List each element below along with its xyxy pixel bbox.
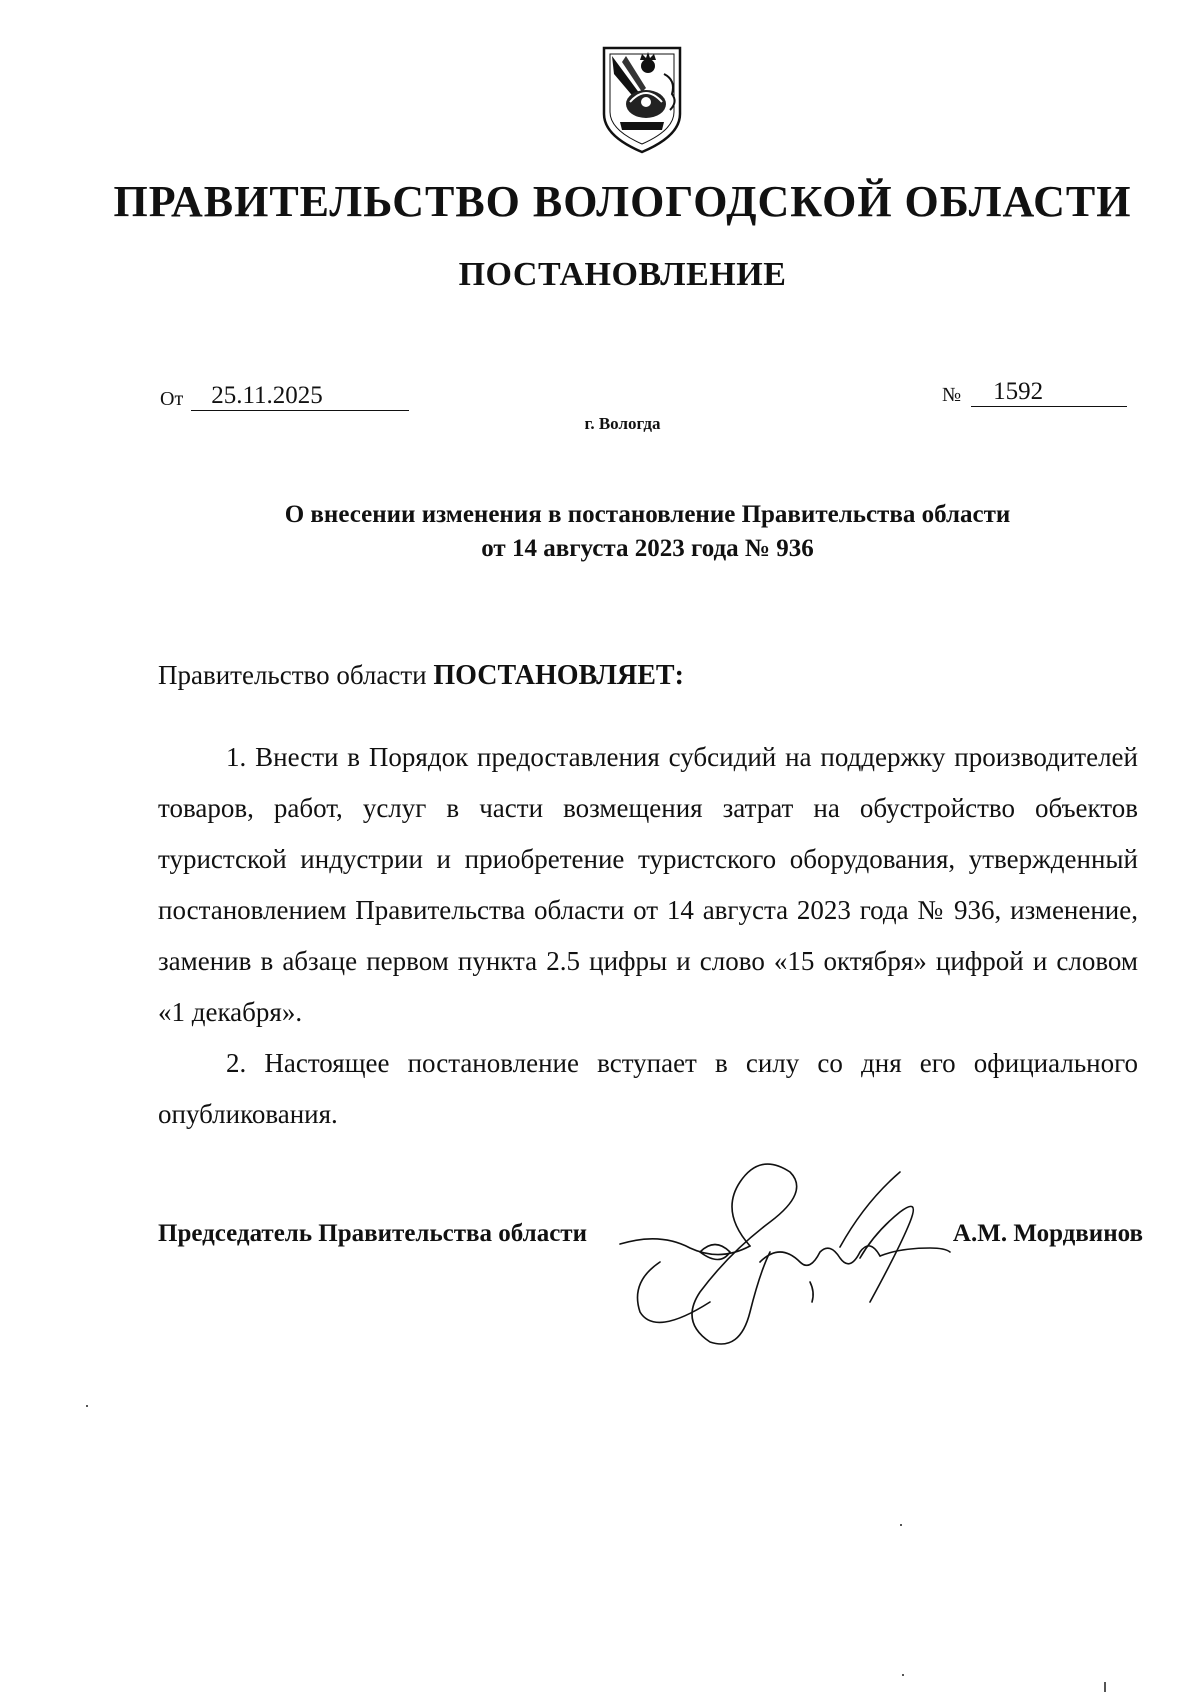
paragraph-1: 1. Внести в Порядок предоставления субсидий на поддержку производителей товаров, работ, услуг в части возмещения затрат на обустройство объектов туристской индустрии и приобретение туристского оборудования, утвержденный постановлением Правительства области от 14 августа 2023 года № 936, изменение, заменив в абзаце первом пункта 2.5 цифры и слово «15 октября» цифрой и словом «1 декабря». <box>158 742 1138 1027</box>
number-prefix: № <box>942 384 962 406</box>
signatory-name: А.М. Мордвинов <box>952 1220 1143 1247</box>
preamble-text: Правительство области <box>158 660 427 690</box>
date-prefix: От <box>160 388 184 410</box>
preamble <box>158 660 684 692</box>
paragraph-2: 2. Настоящее постановление вступает в силу со дня его официального опубликования. <box>158 1048 1138 1129</box>
document-number: 1592 <box>971 378 1127 407</box>
scan-speck <box>902 1674 904 1676</box>
document-subject <box>160 498 1135 566</box>
city: г. Вологда <box>584 414 661 433</box>
number-row <box>942 378 1127 407</box>
subject-line-2: от 14 августа 2023 года № 936 <box>481 535 814 562</box>
document-body <box>158 732 1138 1140</box>
coat-of-arms-icon <box>600 44 684 156</box>
signatory-position: Председатель Правительства области <box>158 1220 587 1247</box>
document-date: 25.11.2025 <box>191 382 409 411</box>
subject-line-1: О внесении изменения в постановление Правительства области <box>284 501 1011 528</box>
preamble-keyword: ПОСТАНОВЛЯЕТ: <box>433 660 684 691</box>
document-type: ПОСТАНОВЛЕНИЕ <box>458 256 787 293</box>
scan-speck <box>900 1524 902 1526</box>
handwritten-signature <box>600 1152 960 1352</box>
government-title: ПРАВИТЕЛЬСТВО ВОЛОГОДСКОЙ ОБЛАСТИ <box>113 177 1132 226</box>
scan-speck <box>86 1405 88 1407</box>
scan-speck <box>1104 1682 1106 1692</box>
date-row <box>160 382 409 411</box>
